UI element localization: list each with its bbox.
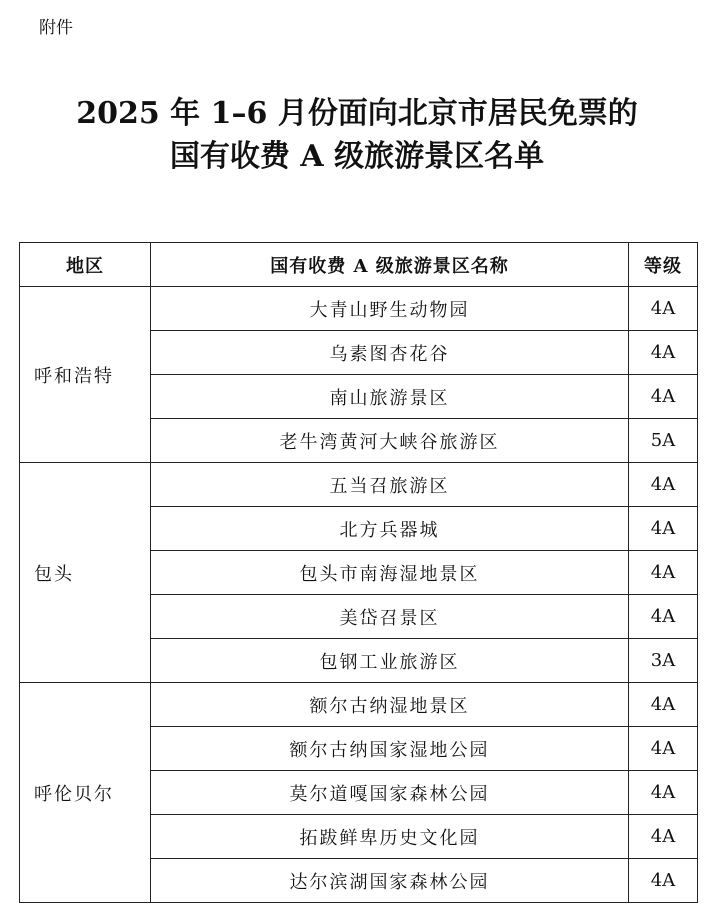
- column-header-name: 国有收费 A 级旅游景区名称: [151, 243, 629, 287]
- grade-cell: 4A: [629, 375, 698, 419]
- grade-cell: 4A: [629, 859, 698, 903]
- scenic-name-cell: 南山旅游景区: [151, 375, 629, 419]
- scenic-name-cell: 包钢工业旅游区: [151, 639, 629, 683]
- grade-cell: 4A: [629, 815, 698, 859]
- grade-cell: 4A: [629, 287, 698, 331]
- scenic-name-cell: 达尔滨湖国家森林公园: [151, 859, 629, 903]
- column-header-region: 地区: [20, 243, 151, 287]
- table-row: [20, 287, 698, 331]
- grade-cell: 4A: [629, 683, 698, 727]
- document-title-line-1: 2025 年 1–6 月份面向北京市居民免票的: [76, 96, 638, 131]
- grade-cell: 4A: [629, 595, 698, 639]
- scenic-name-cell: 额尔古纳国家湿地公园: [151, 727, 629, 771]
- grade-cell: 4A: [629, 507, 698, 551]
- table-row: [20, 463, 698, 507]
- region-cell: 呼和浩特: [20, 287, 151, 463]
- grade-cell: 4A: [629, 771, 698, 815]
- scenic-name-cell: 包头市南海湿地景区: [151, 551, 629, 595]
- scenic-name-cell: 拓跋鲜卑历史文化园: [151, 815, 629, 859]
- grade-cell: 4A: [629, 463, 698, 507]
- grade-cell: 4A: [629, 551, 698, 595]
- grade-cell: 4A: [629, 727, 698, 771]
- column-header-grade: 等级: [629, 243, 698, 287]
- scenic-name-cell: 美岱召景区: [151, 595, 629, 639]
- document-title-line-2: 国有收费 A 级旅游景区名单: [169, 139, 545, 174]
- grade-cell: 3A: [629, 639, 698, 683]
- grade-cell: 4A: [629, 331, 698, 375]
- scenic-name-cell: 乌素图杏花谷: [151, 331, 629, 375]
- scenic-name-cell: 老牛湾黄河大峡谷旅游区: [151, 419, 629, 463]
- scenic-name-cell: 北方兵器城: [151, 507, 629, 551]
- scenic-area-table: [19, 242, 698, 903]
- scenic-name-cell: 五当召旅游区: [151, 463, 629, 507]
- scenic-name-cell: 大青山野生动物园: [151, 287, 629, 331]
- attachment-label: 附件: [39, 18, 73, 38]
- table-header-row: [20, 243, 698, 287]
- grade-cell: 5A: [629, 419, 698, 463]
- region-cell: 呼伦贝尔: [20, 683, 151, 903]
- scenic-name-cell: 莫尔道嘎国家森林公园: [151, 771, 629, 815]
- scenic-name-cell: 额尔古纳湿地景区: [151, 683, 629, 727]
- table-row: [20, 683, 698, 727]
- region-cell: 包头: [20, 463, 151, 683]
